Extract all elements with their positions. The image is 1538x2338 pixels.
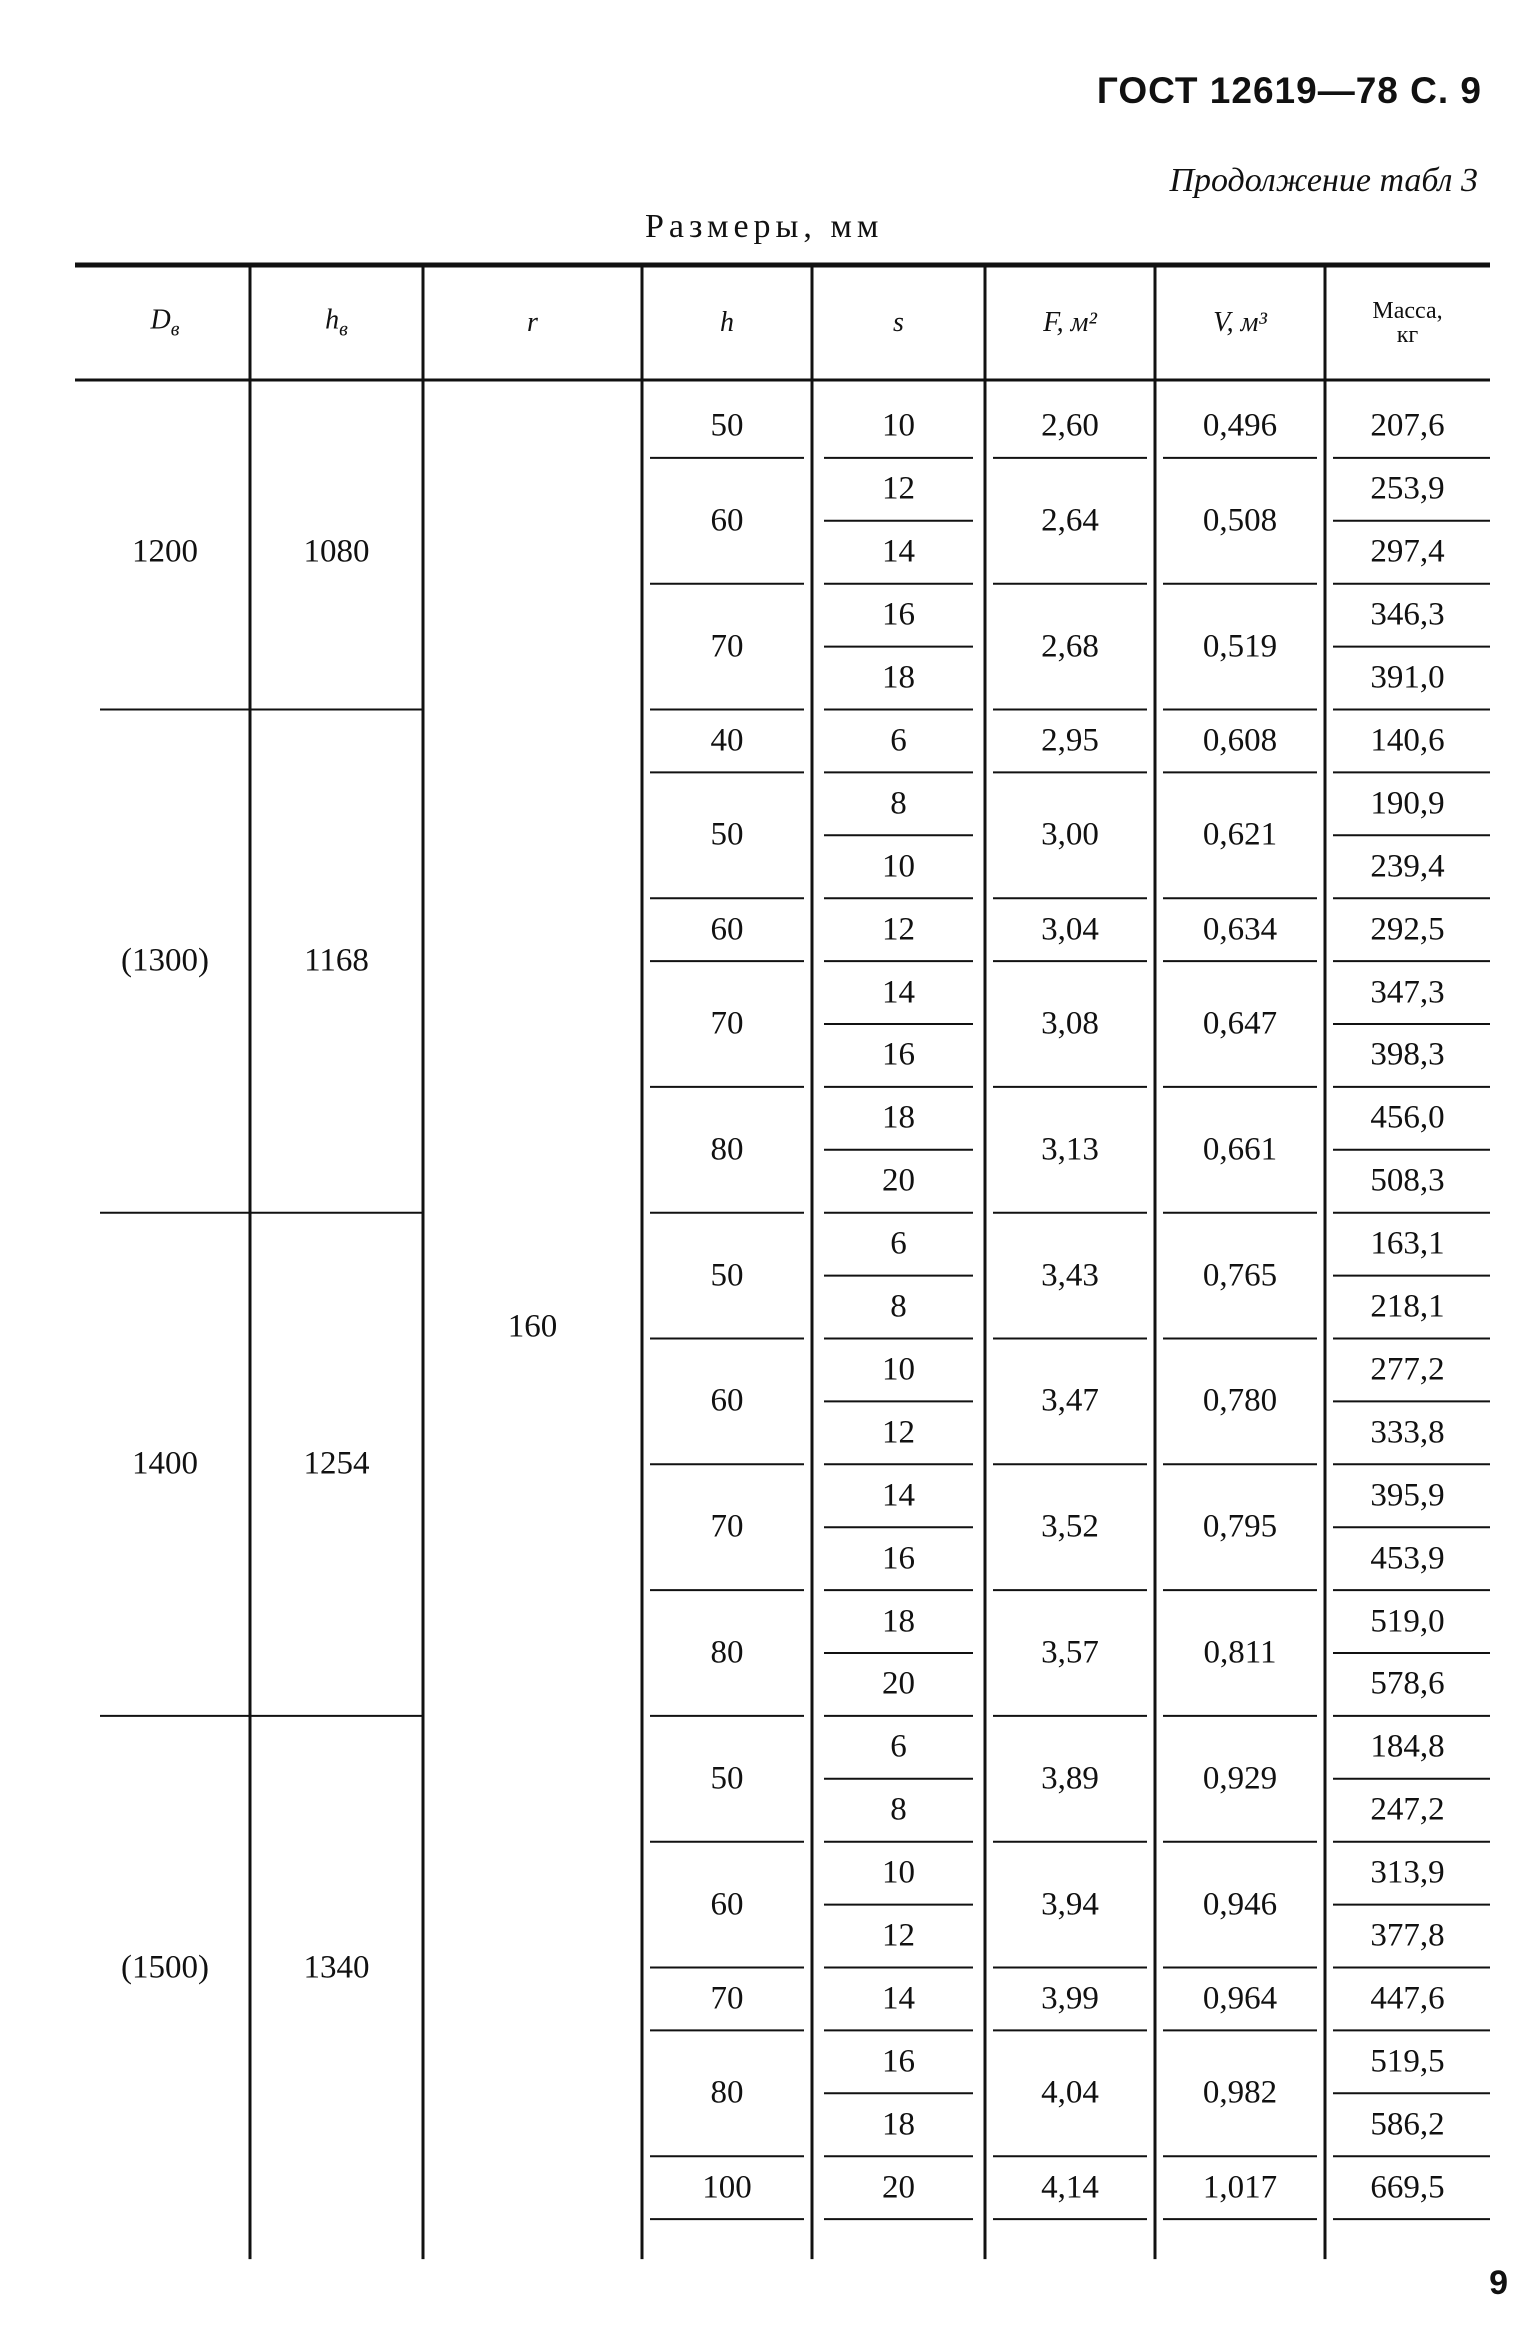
cell-area: 3,47 (1041, 1382, 1099, 1419)
cell-area: 3,43 (1041, 1257, 1099, 1294)
cell-s: 12 (882, 911, 915, 948)
cell-volume: 0,929 (1202, 1760, 1278, 1797)
cell-h: 40 (710, 722, 744, 759)
cell-h: 100 (702, 2169, 752, 2206)
cell-area: 3,08 (1041, 1005, 1099, 1042)
cell-mass: 508,3 (1370, 1162, 1445, 1199)
cell-s: 10 (882, 407, 915, 444)
cell-mass: 140,6 (1370, 722, 1445, 759)
cell-area: 2,64 (1041, 502, 1099, 539)
cell-volume: 0,621 (1202, 816, 1278, 853)
cell-volume: 0,634 (1202, 911, 1278, 948)
cell-s: 12 (882, 1917, 915, 1954)
cell-mass: 669,5 (1370, 2169, 1445, 2206)
cell-area: 3,99 (1041, 1980, 1099, 2017)
cell-h: 80 (710, 1634, 744, 1671)
cell-mass: 377,8 (1370, 1917, 1445, 1954)
cell-s: 8 (890, 785, 907, 822)
cell-h: 50 (710, 1760, 744, 1797)
cell-h: 60 (710, 911, 744, 948)
cell-mass: 391,0 (1370, 659, 1445, 696)
cell-s: 18 (882, 1603, 915, 1640)
cell-s: 14 (882, 1477, 915, 1514)
cell-h: 50 (710, 816, 744, 853)
cell-s: 18 (882, 1099, 915, 1136)
cell-h: 60 (710, 1382, 744, 1419)
cell-dv: (1500) (121, 1949, 209, 1985)
cell-mass: 247,2 (1370, 1791, 1445, 1828)
cell-dv: 1200 (132, 533, 198, 570)
cell-mass: 519,0 (1370, 1603, 1445, 1640)
cell-mass: 333,8 (1370, 1414, 1445, 1451)
cell-area: 3,57 (1041, 1634, 1099, 1671)
cell-volume: 0,647 (1202, 1005, 1278, 1042)
cell-mass: 239,4 (1370, 848, 1445, 885)
cell-r: 160 (507, 1308, 558, 1345)
cell-area: 3,13 (1041, 1131, 1099, 1168)
cell-s: 20 (882, 1162, 915, 1199)
cell-s: 14 (882, 1980, 915, 2017)
cell-area: 3,00 (1041, 816, 1099, 853)
col-header-mass: Масса, кг (1372, 297, 1443, 348)
cell-volume: 1,017 (1202, 2169, 1278, 2206)
table-continuation-caption: Продолжение табл 3 (1169, 162, 1478, 199)
cell-hv: 1080 (303, 533, 370, 570)
cell-mass: 207,6 (1370, 407, 1445, 444)
cell-s: 20 (882, 2169, 915, 2206)
cell-area: 4,14 (1041, 2169, 1099, 2206)
cell-mass: 292,5 (1370, 911, 1445, 948)
cell-volume: 0,508 (1202, 502, 1278, 539)
units-caption: Размеры, мм (645, 208, 884, 245)
cell-mass: 277,2 (1370, 1351, 1445, 1388)
cell-s: 12 (882, 1414, 915, 1451)
cell-volume: 0,964 (1202, 1980, 1278, 2017)
cell-area: 2,95 (1041, 722, 1099, 759)
page-number: 9 (1489, 2264, 1508, 2302)
cell-h: 70 (710, 1508, 744, 1545)
cell-volume: 0,765 (1202, 1257, 1278, 1294)
col-header-s: s (893, 306, 904, 338)
cell-volume: 0,496 (1202, 407, 1278, 444)
cell-h: 50 (710, 407, 744, 444)
cell-volume: 0,946 (1202, 1886, 1278, 1923)
cell-volume: 0,795 (1202, 1508, 1278, 1545)
cell-mass: 190,9 (1370, 785, 1445, 822)
cell-s: 10 (882, 1854, 915, 1891)
cell-s: 14 (882, 533, 915, 570)
cell-s: 6 (890, 722, 907, 759)
cell-s: 16 (882, 2043, 915, 2080)
cell-h: 80 (710, 1131, 744, 1168)
col-header-v: V, м³ (1213, 306, 1267, 338)
cell-area: 3,89 (1041, 1760, 1099, 1797)
cell-hv: 1168 (304, 942, 369, 979)
cell-mass: 398,3 (1370, 1036, 1445, 1073)
col-header-hv: $h_в$ (325, 304, 348, 340)
cell-s: 8 (890, 1288, 907, 1325)
cell-s: 6 (890, 1225, 907, 1262)
cell-area: 3,94 (1041, 1886, 1099, 1923)
cell-mass: 586,2 (1370, 2106, 1445, 2143)
cell-mass: 395,9 (1370, 1477, 1445, 1514)
cell-mass: 346,3 (1370, 596, 1445, 633)
cell-mass: 447,6 (1370, 1980, 1445, 2017)
cell-s: 8 (890, 1791, 907, 1828)
document-header: ГОСТ 12619—78 С. 9 (1096, 70, 1482, 111)
cell-mass: 453,9 (1370, 1540, 1445, 1577)
cell-h: 70 (710, 1980, 744, 2017)
cell-area: 2,68 (1041, 628, 1099, 665)
cell-h: 70 (710, 1005, 744, 1042)
cell-volume: 0,780 (1202, 1382, 1278, 1419)
cell-volume: 0,982 (1202, 2074, 1278, 2111)
cell-mass: 313,9 (1370, 1854, 1445, 1891)
col-header-dv: $D_в$ (150, 304, 180, 340)
cell-s: 20 (882, 1665, 915, 1702)
cell-s: 10 (882, 1351, 915, 1388)
cell-mass: 519,5 (1370, 2043, 1445, 2080)
cell-s: 16 (882, 1540, 915, 1577)
cell-hv: 1340 (303, 1949, 370, 1985)
col-header-h: h (720, 306, 734, 338)
cell-h: 70 (710, 628, 744, 665)
cell-s: 14 (882, 974, 915, 1011)
cell-dv: (1300) (121, 942, 209, 979)
cell-mass: 184,8 (1370, 1728, 1445, 1765)
cell-s: 10 (882, 848, 915, 885)
cell-mass: 456,0 (1370, 1099, 1445, 1136)
cell-volume: 0,519 (1202, 628, 1278, 665)
cell-area: 2,60 (1041, 407, 1099, 444)
cell-s: 16 (882, 596, 915, 633)
cell-area: 4,04 (1041, 2074, 1099, 2111)
cell-dv: 1400 (132, 1445, 198, 1482)
cell-s: 16 (882, 1036, 915, 1073)
cell-s: 18 (882, 2106, 915, 2143)
cell-volume: 0,661 (1202, 1131, 1278, 1168)
col-header-r: r (527, 306, 538, 338)
cell-h: 80 (710, 2074, 744, 2111)
cell-mass: 347,3 (1370, 974, 1445, 1011)
cell-volume: 0,811 (1203, 1634, 1277, 1671)
cell-h: 60 (710, 502, 744, 539)
cell-s: 12 (882, 470, 915, 507)
cell-hv: 1254 (303, 1445, 370, 1482)
cell-h: 50 (710, 1257, 744, 1294)
cell-mass: 578,6 (1370, 1665, 1445, 1702)
cell-area: 3,52 (1041, 1508, 1099, 1545)
cell-mass: 253,9 (1370, 470, 1445, 507)
col-header-f: F, м² (1043, 306, 1097, 338)
cell-s: 6 (890, 1728, 907, 1765)
cell-area: 3,04 (1041, 911, 1099, 948)
cell-mass: 218,1 (1370, 1288, 1445, 1325)
cell-h: 60 (710, 1886, 744, 1923)
cell-volume: 0,608 (1202, 722, 1278, 759)
cell-mass: 297,4 (1370, 533, 1445, 570)
cell-mass: 163,1 (1370, 1225, 1445, 1262)
cell-s: 18 (882, 659, 915, 696)
